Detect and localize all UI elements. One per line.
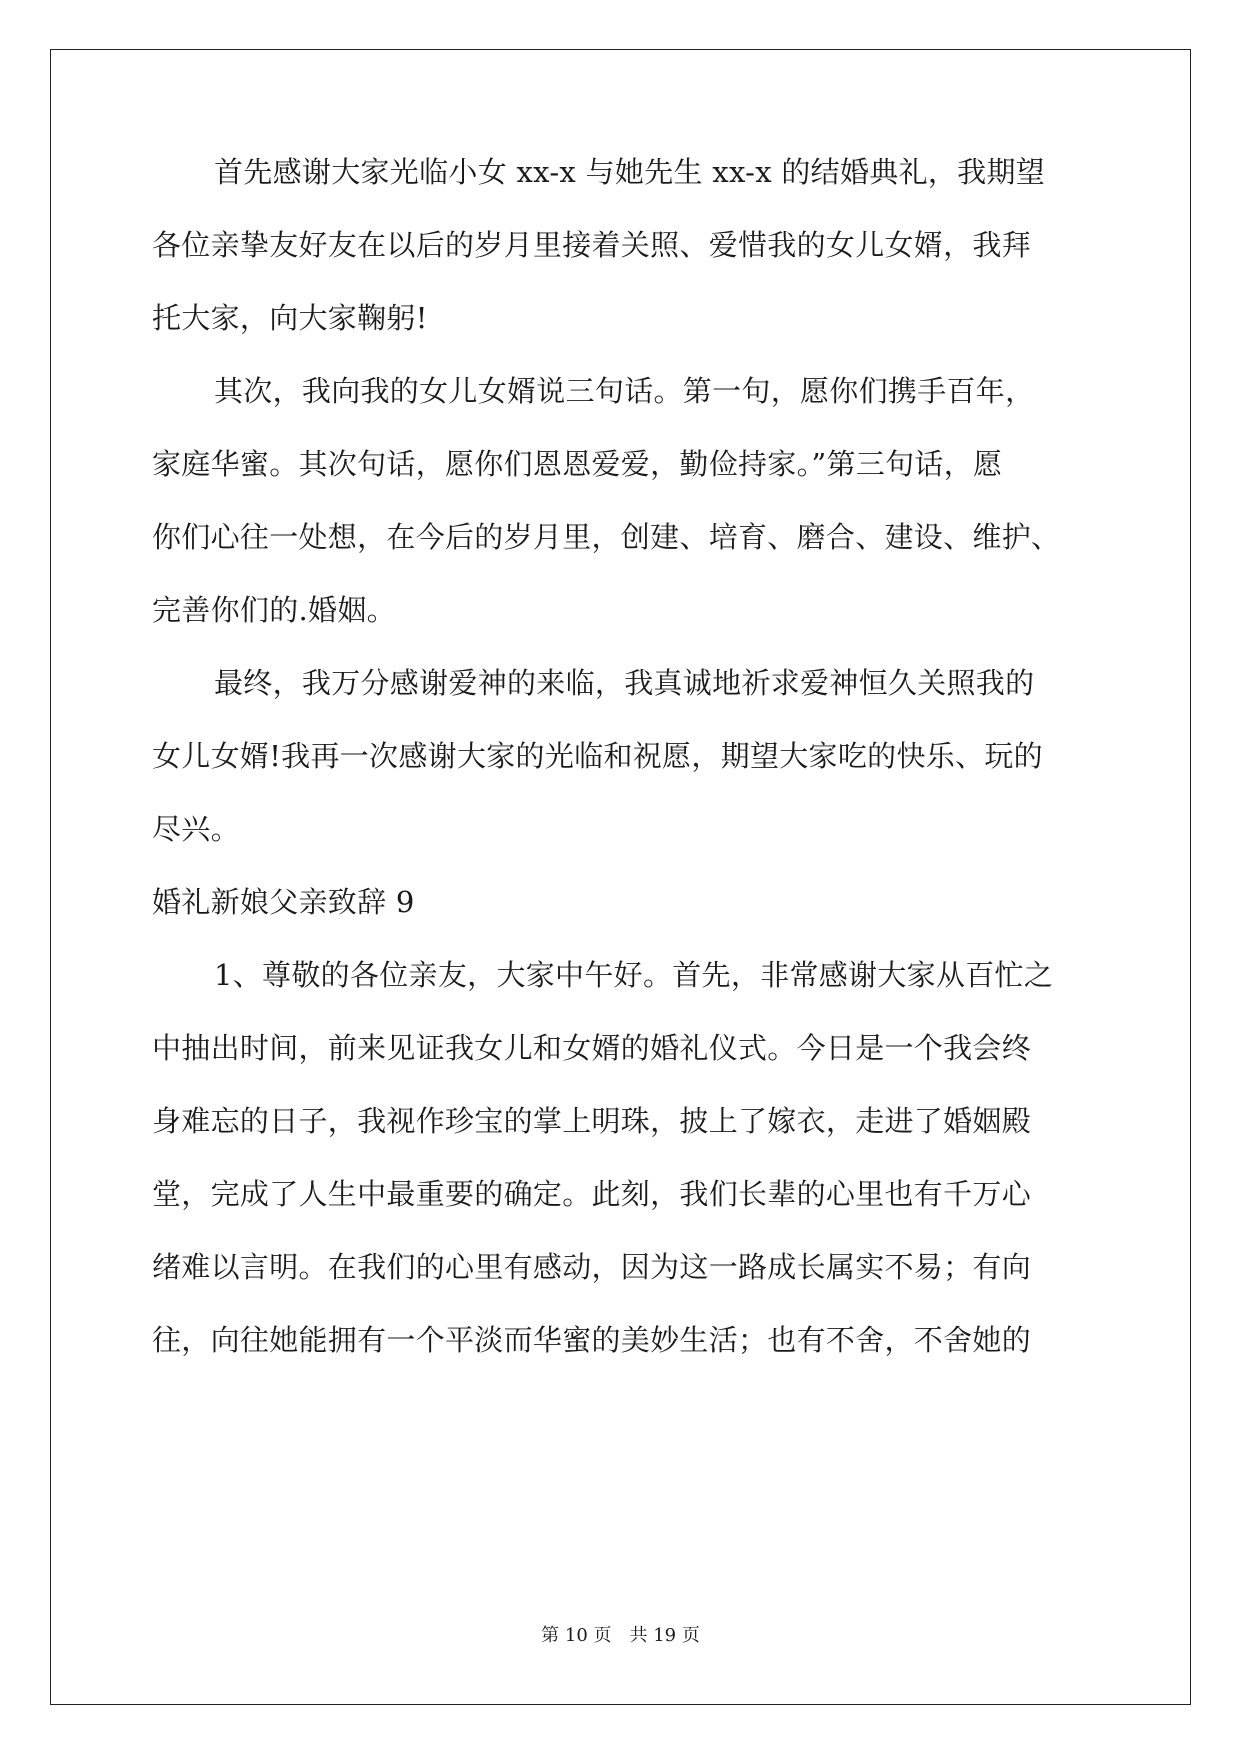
paragraph-2-line-3: 你们心往一处想，在今后的岁月里，创建、培育、磨合、建设、维护、 (152, 520, 1061, 554)
paragraph-2-line-4: 完善你们的.婚姻。 (152, 593, 396, 627)
paragraph-1-line-3: 托大家，向大家鞠躬! (152, 301, 428, 335)
paragraph-4-line-1: 1、尊敬的各位亲友，大家中午好。首先，非常感谢大家从百忙之 (214, 958, 1054, 992)
page-border (50, 49, 1191, 1705)
paragraph-4-line-2: 中抽出时间，前来见证我女儿和女婿的婚礼仪式。今日是一个我会终 (152, 1031, 1032, 1065)
paragraph-3-line-2: 女儿女婿!我再一次感谢大家的光临和祝愿，期望大家吃的快乐、玩的 (152, 739, 1043, 773)
paragraph-2-line-2: 家庭华蜜。其次句话，愿你们恩恩爱爱，勤俭持家。”第三句话，愿 (152, 447, 1003, 481)
paragraph-4-line-5: 绪难以言明。在我们的心里有感动，因为这一路成长属实不易；有向 (152, 1250, 1032, 1284)
paragraph-4-line-3: 身难忘的日子，我视作珍宝的掌上明珠，披上了嫁衣，走进了婚姻殿 (152, 1104, 1032, 1138)
paragraph-4-line-6: 往，向往她能拥有一个平淡而华蜜的美妙生活；也有不舍，不舍她的 (152, 1323, 1032, 1357)
page-number-footer: 第 10 页 共 19 页 (541, 1625, 700, 1646)
paragraph-4-line-4: 堂，完成了人生中最重要的确定。此刻，我们长辈的心里也有千万心 (152, 1177, 1032, 1211)
paragraph-3-line-1: 最终，我万分感谢爱神的来临，我真诚地祈求爱神恒久关照我的 (214, 666, 1035, 700)
paragraph-2-line-1: 其次，我向我的女儿女婿说三句话。第一句，愿你们携手百年， (214, 374, 1035, 408)
paragraph-1-line-1: 首先感谢大家光临小女 xx-x 与她先生 xx-x 的结婚典礼，我期望 (214, 155, 1046, 189)
paragraph-1-line-2: 各位亲挚友好友在以后的岁月里接着关照、爱惜我的女儿女婿，我拜 (152, 228, 1032, 262)
section-heading: 婚礼新娘父亲致辞 9 (152, 885, 415, 919)
paragraph-3-line-3: 尽兴。 (152, 812, 240, 846)
